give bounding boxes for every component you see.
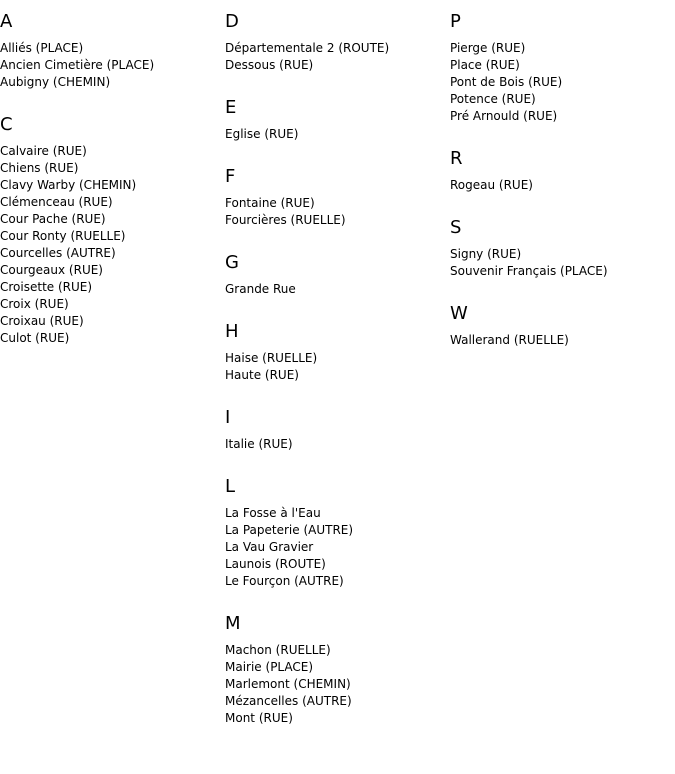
street-list — [450, 246, 675, 280]
index-column-3 — [450, 0, 675, 371]
street-name: Cour Pache (RUE) — [0, 212, 106, 226]
street-name: Clavy Warby (CHEMIN) — [0, 178, 137, 192]
index-column-1 — [0, 0, 225, 369]
street-name: Place (RUE) — [450, 58, 520, 72]
street-name: Grande Rue — [225, 282, 296, 296]
street-list — [225, 40, 450, 74]
street-list — [450, 332, 675, 349]
letter-group-h — [225, 320, 450, 384]
street-list — [0, 143, 225, 347]
street-name: Fontaine (RUE) — [225, 196, 315, 210]
letter-group-g — [225, 251, 450, 298]
street-name: Souvenir Français (PLACE) — [450, 264, 608, 278]
street-name: La Papeterie (AUTRE) — [225, 523, 354, 537]
street-name: Haute (RUE) — [225, 368, 299, 382]
letter-heading: F — [225, 166, 236, 187]
street-name: Eglise (RUE) — [225, 127, 299, 141]
street-list — [225, 126, 450, 143]
street-list — [450, 40, 675, 125]
street-name: Pont de Bois (RUE) — [450, 75, 563, 89]
letter-heading: L — [225, 476, 236, 497]
street-name: Chiens (RUE) — [0, 161, 79, 175]
street-name: Calvaire (RUE) — [0, 144, 87, 158]
letter-group-p — [450, 10, 675, 125]
street-name: Launois (ROUTE) — [225, 557, 326, 571]
street-name: Aubigny (CHEMIN) — [0, 75, 111, 89]
street-name: Courcelles (AUTRE) — [0, 246, 116, 260]
street-name: Rogeau (RUE) — [450, 178, 533, 192]
street-list — [225, 195, 450, 229]
street-name: La Vau Gravier — [225, 540, 314, 554]
street-list — [225, 436, 450, 453]
street-name: Machon (RUELLE) — [225, 643, 331, 657]
street-name: Culot (RUE) — [0, 331, 70, 345]
letter-heading: D — [225, 11, 239, 32]
street-list — [225, 281, 450, 298]
letter-group-l — [225, 475, 450, 590]
letter-group-i — [225, 406, 450, 453]
letter-group-r — [450, 147, 675, 194]
letter-group-s — [450, 216, 675, 280]
letter-heading: S — [450, 217, 462, 238]
street-name: Croix (RUE) — [0, 297, 69, 311]
street-name: Mairie (PLACE) — [225, 660, 314, 674]
street-name: Le Fourçon (AUTRE) — [225, 574, 344, 588]
letter-group-c — [0, 113, 225, 347]
street-name: Potence (RUE) — [450, 92, 536, 106]
letter-heading: R — [450, 148, 463, 169]
street-name: Clémenceau (RUE) — [0, 195, 113, 209]
letter-heading: H — [225, 321, 239, 342]
letter-group-m — [225, 612, 450, 727]
letter-heading: P — [450, 11, 461, 32]
street-name: Ancien Cimetière (PLACE) — [0, 58, 155, 72]
letter-heading: I — [225, 407, 231, 428]
letter-heading: C — [0, 114, 13, 135]
letter-group-a — [0, 10, 225, 91]
street-name: Croixau (RUE) — [0, 314, 84, 328]
street-list — [225, 642, 450, 727]
street-name: Courgeaux (RUE) — [0, 263, 103, 277]
street-name: Mézancelles (AUTRE) — [225, 694, 352, 708]
index-column-2 — [225, 0, 450, 749]
letter-heading: W — [450, 303, 468, 324]
street-name: Croisette (RUE) — [0, 280, 93, 294]
street-list — [0, 40, 225, 91]
street-name: La Fosse à l'Eau — [225, 506, 321, 520]
letter-group-f — [225, 165, 450, 229]
street-name: Dessous (RUE) — [225, 58, 314, 72]
street-name: Mont (RUE) — [225, 711, 293, 725]
letter-heading: A — [0, 11, 13, 32]
street-name: Marlemont (CHEMIN) — [225, 677, 351, 691]
street-name: Pré Arnould (RUE) — [450, 109, 558, 123]
street-list — [225, 505, 450, 590]
letter-group-e — [225, 96, 450, 143]
street-name: Fourcières (RUELLE) — [225, 213, 346, 227]
letter-group-w — [450, 302, 675, 349]
letter-heading: E — [225, 97, 237, 118]
street-name: Italie (RUE) — [225, 437, 293, 451]
street-name: Haise (RUELLE) — [225, 351, 318, 365]
letter-heading: G — [225, 252, 239, 273]
street-name: Cour Ronty (RUELLE) — [0, 229, 126, 243]
street-list — [450, 177, 675, 194]
street-list — [225, 350, 450, 384]
letter-group-d — [225, 10, 450, 74]
letter-heading: M — [225, 613, 241, 634]
street-name: Départementale 2 (ROUTE) — [225, 41, 390, 55]
street-name: Wallerand (RUELLE) — [450, 333, 569, 347]
street-name: Signy (RUE) — [450, 247, 522, 261]
street-name: Pierge (RUE) — [450, 41, 526, 55]
street-name: Alliés (PLACE) — [0, 41, 84, 55]
